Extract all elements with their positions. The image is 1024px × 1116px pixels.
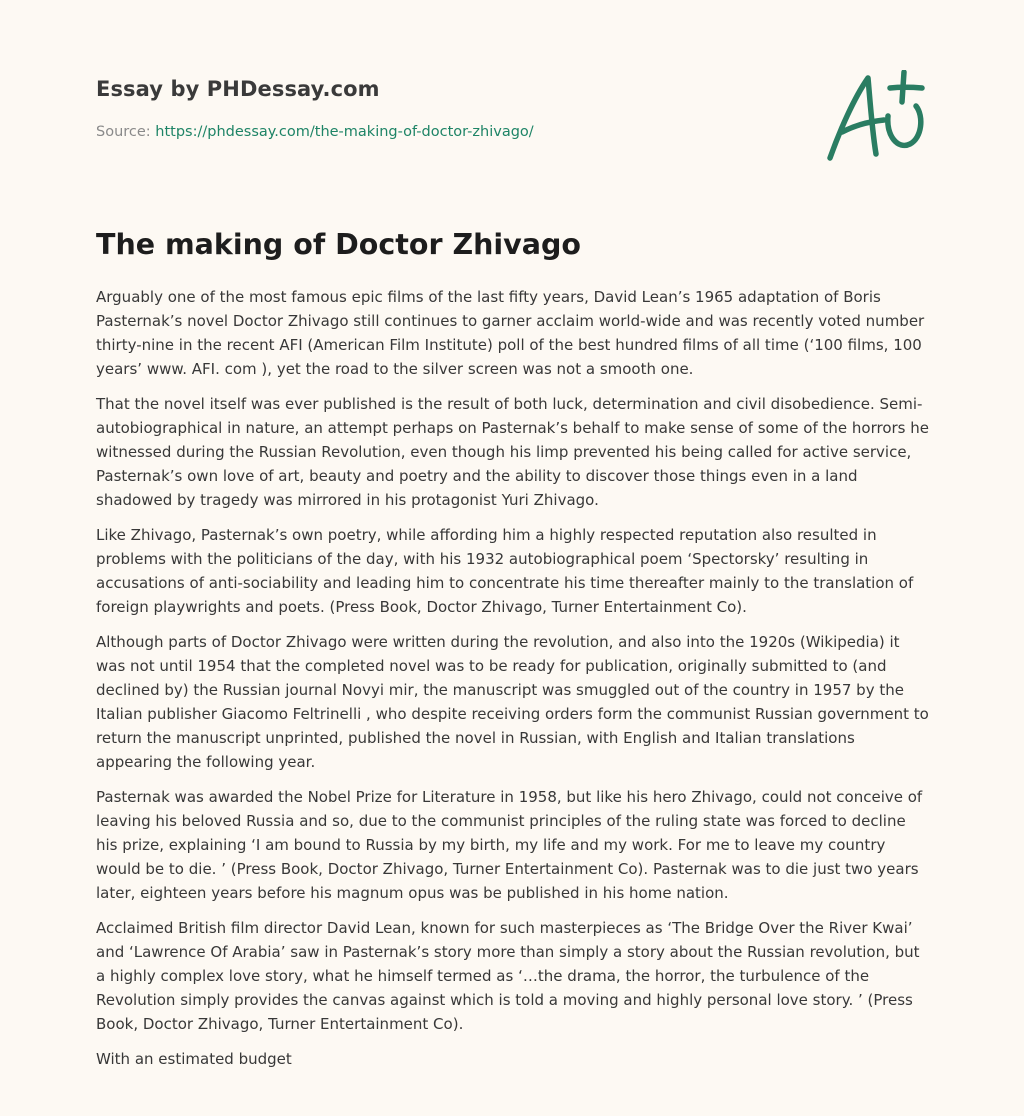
source-link[interactable]: https://phdessay.com/the-making-of-doctor-zhivago/	[155, 124, 534, 140]
essay-paragraph: That the novel itself was ever published is the result of both luck, determination and civil disobedience. Semi-autobiographical in nature, an attempt perhaps on Pasternak’s behalf to make sense of some of the horrors he witnessed during the Russian Revolution, even though his limp prevented his being called for active service, Pasternak’s own love of art, beauty and poetry and the ability to discover those things even in a land shadowed by tragedy was mirrored in his protagonist Yuri Zhivago.	[96, 395, 930, 509]
source-line	[96, 124, 534, 140]
site-title: Essay by PHDessay.com	[96, 77, 380, 101]
essay-body	[96, 285, 930, 1082]
essay-paragraph: Arguably one of the most famous epic films of the last fifty years, David Lean’s 1965 adaptation of Boris Pasternak’s novel Doctor Zhivago still continues to garner acclaim world-wide and was recently voted number thirty-nine in the recent AFI (American Film Institute) poll of the best hundred films of all time (‘100 films, 100 years’ www. AFI. com ), yet the road to the silver screen was not a smooth one.	[96, 288, 925, 378]
a-plus-grade-icon	[826, 70, 926, 162]
essay-paragraph: Although parts of Doctor Zhivago were written during the revolution, and also into the 1920s (Wikipedia) it was not until 1954 that the completed novel was to be ready for publication, originally submitted to (and declined by) the Russian journal Novyi mir, the manuscript was smuggled out of the country in 1957 by the Italian publisher Giacomo Feltrinelli , who despite receiving orders form the communist Russian government to return the manuscript unprinted, published the novel in Russian, with English and Italian translations appearing the following year.	[96, 633, 929, 771]
source-label: Source:	[96, 124, 156, 140]
essay-paragraph: Pasternak was awarded the Nobel Prize for Literature in 1958, but like his hero Zhivago, could not conceive of leaving his beloved Russia and so, due to the communist principles of the ruling state was forced to decline his prize, explaining ‘I am bound to Russia by my birth, my life and my work. For me to leave my country would be to die. ’ (Press Book, Doctor Zhivago, Turner Entertainment Co). Pasternak was to die just two years later, eighteen years before his magnum opus was be published in his home nation.	[96, 788, 923, 902]
essay-paragraph: Like Zhivago, Pasternak’s own poetry, while affording him a highly respected reputation also resulted in problems with the politicians of the day, with his 1932 autobiographical poem ‘Spectorsky’ resulting in accusations of anti-sociability and leading him to concentrate his time thereafter mainly to the translation of foreign playwrights and poets. (Press Book, Doctor Zhivago, Turner Entertainment Co).	[96, 526, 914, 616]
essay-title: The making of Doctor Zhivago	[96, 228, 581, 261]
essay-paragraph: Acclaimed British film director David Lean, known for such masterpieces as ‘The Bridge Over the River Kwai’ and ‘Lawrence Of Arabia’ saw in Pasternak’s story more than simply a story about the Russian revolution, but a highly complex love story, what he himself termed as ‘…the drama, the horror, the turbulence of the Revolution simply provides the canvas against which is told a moving and highly personal love story. ’ (Press Book, Doctor Zhivago, Turner Entertainment Co).	[96, 919, 920, 1033]
essay-paragraph: With an estimated budget	[96, 1050, 292, 1068]
